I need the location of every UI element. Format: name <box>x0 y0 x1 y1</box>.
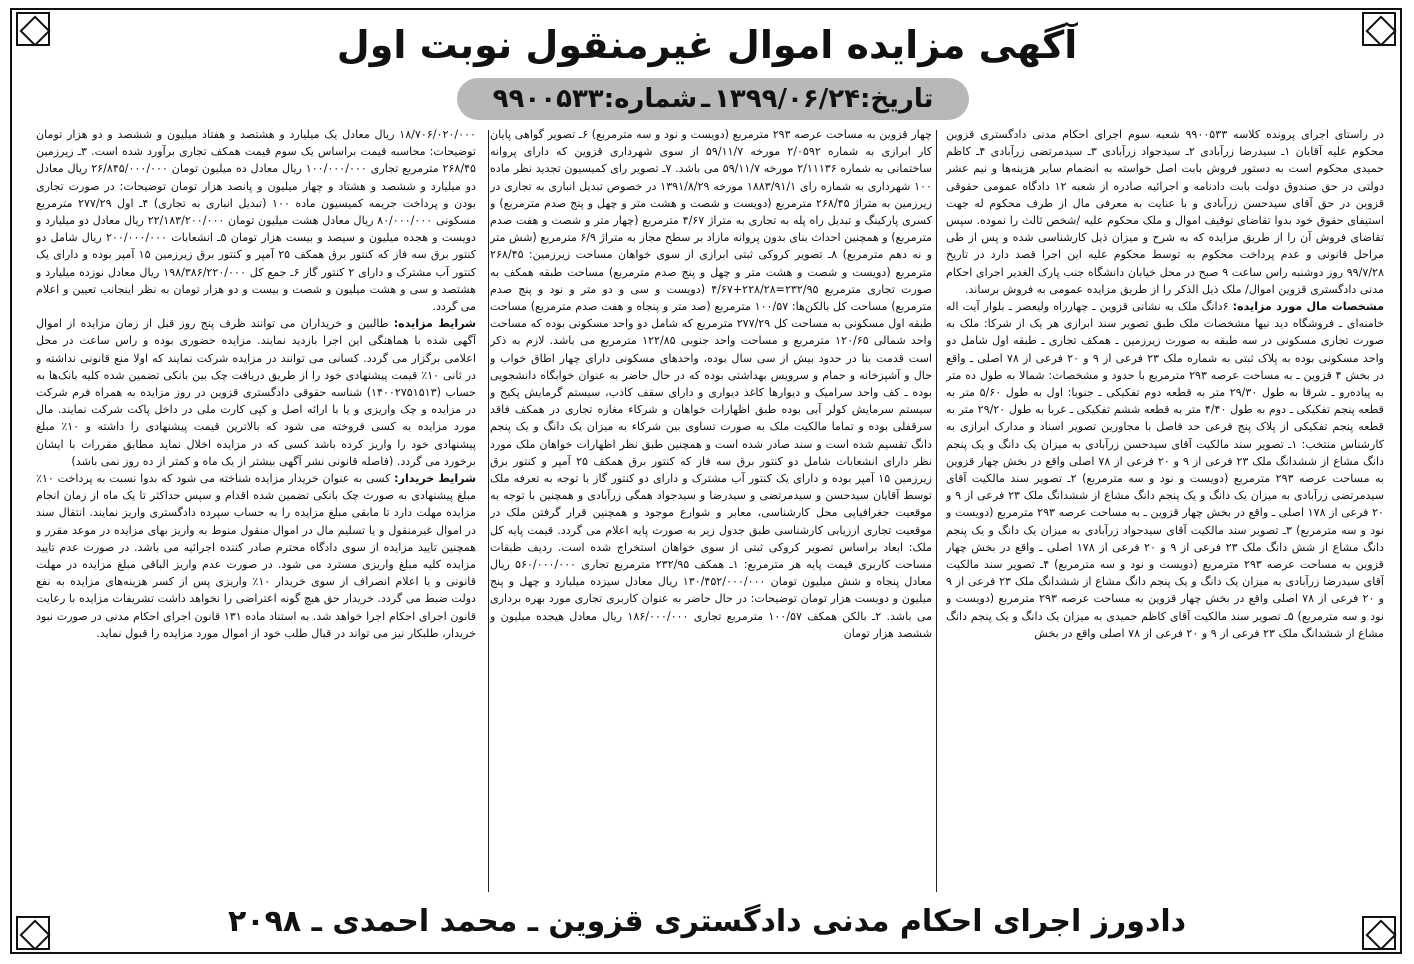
paragraph <box>36 470 476 642</box>
separator: ـ <box>701 84 711 114</box>
text-column-left <box>36 126 476 896</box>
date-value: ۱۳۹۹/۰۶/۲۴ <box>714 84 861 114</box>
paragraph <box>946 298 1384 642</box>
section-label: مشخصات مال مورد مزایده: <box>1232 300 1384 314</box>
paragraph-text: طالبین و خریداران می توانند ظرف پنج روز قبل از زمان مزایده از اموال آگهی شده با هماهنگی این اجرا بازدید نمایند. مزایده حضوری بوده و راس ساعت در محل اعلامی برگزار می گردد. کسانی می توانند در مزایده شرکت نمایند که اولا منع قانونی نداشته و در ثانی ۱۰٪ قیمت پیشنهادی خود را از طریق دریافت چک بین بانکی تضمین شده کلیه بانک‌ها به حساب (۱۴۰۰۲۷۵۱۵۱۳) شناسه حقوقی دادگستری قزوین در روز مزایده به همراه فرم شرکت در مزایده و چک واریزی و یا با ارائه اصل و کپی کارت ملی در داخل پاکت شرکت نمایند. مال مورد مزایده به کسی فروخته می شود که بالاترین قیمت پیشنهادی را داشته و ۱۰٪ مبلغ پیشنهادی خود را واریز کرده باشد کسی که در مزایده اخلال نماید مطابق مقررات با ایشان برخورد می گردد. (فاصله قانونی نشر آگهی بیشتر از یک ماه و کمتر از ده روز نمی باشد) <box>36 317 476 468</box>
number-label: شماره: <box>603 84 698 114</box>
text-column-right <box>946 126 1384 896</box>
text-column-middle <box>490 126 932 896</box>
column-divider <box>936 130 937 892</box>
paragraph: در راستای اجرای پرونده کلاسه ۹۹۰۰۵۳۳ شعبه سوم اجرای احکام مدنی دادگستری قزوین محکوم علیه آقایان ۱ـ سیدرضا زرآبادی ۲ـ سیدجواد زرآبادی ۳ـ سیدمرتضی زرآبادی ۴ـ کاظم حمیدی محکوم است به دستور فروش بابت اصل خواسته به انضمام سایر هزینه‌ها و نیم عشر دولتی در حق صندوق دولت بابت دادنامه و اجرائیه صادره از شعبه ۱۲ دادگاه عمومی حقوقی قزوین در حق آقای سیدحسن زرآبادی و با عنایت به معرفی مال از طرف محکوم له جهت استیفای حقوق خود بدوا تقاضای توقیف اموال و ملک محکوم علیه /شخص ثالث را نموده. سپس تقاضای فروش آن را از طریق مزایده که به شرح و میزان ذیل کارشناسی شده و پس از طی مراحل قانونی و عدم پرداخت محکوم به توسط محکوم علیه این اجرا قصد دارد در تاریخ ۹۹/۷/۲۸ روز دوشنبه راس ساعت ۹ صبح در محل خیابان دانشگاه جنب پارک الغدیر اجرای احکام مدنی دادگستری قزوین اموال/ ملک ذیل الذکر را از طریق مزایده عمومی به فروش برساند. <box>946 128 1384 296</box>
paragraph: چهار قزوین به مساحت عرصه ۲۹۳ مترمربع (دویست و نود و سه مترمربع) ۶ـ تصویر گواهی پایان کار ابرازی به شماره ۲/۰۵۹۲ مورخه ۵۹/۱۱/۷ از سوی شهرداری قزوین که دارای پروانه ساختمانی به شماره ۲/۱۱۱۳۶ مورخه ۵۹/۱۱/۷ می باشد. ۷ـ تصویر رای کمیسیون تجدید نظر ماده ۱۰۰ شهرداری به شماره رای ۱۸۸۳/۹۱/۱ مورخه ۱۳۹۱/۸/۲۹ در خصوص تبدیل انباری به تجاری در زیرزمین به متراژ ۲۶۸/۴۵ مترمربع (دویست و شصت و هشت متر و چهل و پنج صدم مترمربع) و کسری پارکینگ و تبدیل راه پله به تجاری به متراژ ۴/۶۷ مترمربع (چهار متر و شصت و هفت صدم مترمربع) و همچنین احداث بنای بدون پروانه مازاد بر سطح مجاز به متراژ ۶/۹ مترمربع (شش متر و نه دهم مترمربع) ۸ـ تصویر کروکی ثبتی ابرازی از سوی خواهان مساحت زیرزمین: ۲۶۸/۴۵ مترمربع (دویست و شصت و هشت متر و چهل و پنج صدم مترمربع) مساحت طبقه همکف به صورت تجاری مترمربع ۲۳۲/۹۵=۲۲۸/۲۸+۴/۶۷ (دویست و سی و دو متر و نود و پنج صدم مترمربع) مساحت کل بالکن‌ها: ۱۰۰/۵۷ مترمربع (صد متر و پنجاه و هفت صدم مترمربع) مساحت طبقه اول مسکونی به مساحت کل ۲۷۷/۲۹ مترمربع که شامل دو واحد مسکونی بوده که مساحت واحد شمالی ۱۲۰/۶۵ مترمربع و مساحت واحد جنوبی ۱۲۲/۸۵ مترمربع می باشد. لازم به ذکر است قدمت بنا در حدود بیش از سی سال بوده، واحدهای مسکونی دارای چهار اطاق خواب و حال و آشپزخانه و حمام و سرویس بهداشتی بوده که در حال حاضر به عنوان خوابگاه دانشجویی بوده ـ کف واحد سرامیک و دیوارها کاغذ دیواری و دارای سقف کاذب، سیستم گرمایش پکیج و سیستم سرمایش کولر آبی بوده طبق اظهارات خواهان و شرکاء مغازه تجاری در همکف فاقد سرقفلی بوده و تماما مالکیت ملک به صورت تساوی بین شرکاء به میزان یک دانگ و یک پنجم دانگ تقسیم شده است و سند صادر شده است و همچنین طبق نظر اظهارات خواهان ملک مورد نظر دارای انشعابات شامل دو کنتور برق سه فاز که کنتور برق همکف ۲۵ آمپر و کنتور برق زیرزمین ۱۵ آمپر بوده و دارای یک کنتور آب مشترک و دارای دو کنتور گاز با توجه به تعرفه ملک توسط آقایان سیدحسن و سیدمرتضی و سیدرضا و سیدجواد همگی زرآبادی و همچنین با توجه به موقعیت جغرافیایی محل کارشناسی، معابر و شوارع موجود و همچنین قرار گرفتن ملک در موقعیت تجاری ارزیابی کارشناسی طبق جدول زیر به صورت پایه اعلام می گردد. قیمت پایه کل ملک: ابعاد براساس تصویر کروکی ثبتی از سوی خواهان استخراج شده است. ردیف طبقات مساحت کاربری قیمت پایه هر مترمربع: ۱ـ همکف ۲۳۲/۹۵ مترمربع تجاری ۵۶۰/۰۰۰/۰۰۰ ریال معادل پنجاه و شش میلیون تومان ۱۳۰/۴۵۲/۰۰۰/۰۰۰ ریال معادل سیزده میلیارد و چهل و پنج میلیون و دویست هزار تومان توضیحات: در حال حاضر به عنوان کاربری تجاری مورد بهره برداری می باشد. ۲ـ بالکن همکف ۱۰۰/۵۷ مترمربع تجاری ۱۸۶/۰۰۰/۰۰۰ ریال معادل هیجده میلیون و ششصد هزار تومان <box>490 128 932 640</box>
section-label: شرایط مزایده: <box>393 317 476 331</box>
paragraph-text: ۶دانگ ملک به نشانی قزوین ـ چهارراه ولیعصر ـ بلوار آیت اله خامنه‌ای ـ فروشگاه دید نیها مشخصات ملک طبق تصویر سند ابرازی هر یک از شرکا: ملک به صورت تجاری مسکونی در سه طبقه به صورت زیرزمین ـ همکف تجاری ـ طبقه اول شامل دو واحد مسکونی بوده به پلاک ثبتی به شماره ملک ۲۳ فرعی از ۹ و ۲۰ فرعی از ۷۸ اصلی ـ واقع در بخش ۴ قزوین ـ به مساحت عرصه ۲۹۳ مترمربع با حدود و مشخصات: شمالا به طول ده متر به پیاده‌رو ـ شرقا به طول ۲۹/۳۰ متر به قطعه دوم تفکیکی ـ جنوبا: اول به طول ۵/۶۰ متر به قطعه پنجم تفکیکی ـ دوم به طول ۴/۴۰ متر به قطعه ششم تفکیکی ـ غربا به طول ۲۹/۲۰ متر به قطعه پنجم تفکیکی از پلاک پنج فرعی حد فاصل با مجاورین تصویر اسناد و مدارک ابرازی به کارشناس منتخب: ۱ـ تصویر سند مالکیت آقای سیدحسن زرآبادی به میزان یک دانگ و یک پنجم دانگ مشاع از ششدانگ ملک ۲۳ فرعی از ۹ و ۲۰ فرعی از ۷۸ اصلی واقع در بخش چهار قزوین به مساحت عرصه ۲۹۳ مترمربع (دویست و نود و سه مترمربع) ۲ـ تصویر سند مالکیت آقای سیدمرتضی زرآبادی به میزان یک دانگ و یک پنجم دانگ مشاع از ششدانگ ملک ۲۳ فرعی از ۹ و ۲۰ فرعی از ۱۷۸ اصلی ـ واقع در بخش چهار قزوین ـ به مساحت عرصه ۲۹۳ مترمربع (دویست و نود و سه مترمربع) ۳ـ تصویر سند مالکیت آقای سیدجواد زرآبادی به میزان یک دانگ و یک پنجم دانگ مشاع از شش دانگ ملک ۲۳ فرعی از ۹ و ۲۰ فرعی از ۱۷۸ اصلی ـ واقع در بخش چهار قزوین به مساحت عرصه ۲۹۳ مترمربع (دویست و نود و سه مترمربع) ۴ـ تصویر سند مالکیت آقای سیدرضا زرآبادی به میزان یک دانگ و یک پنجم دانگ مشاع از ششدانگ ملک ۲۳ فرعی از ۹ و ۲۰ فرعی از ۷۸ اصلی واقع در بخش چهار قزوین به مساحت عرصه ۲۹۳ مترمربع (دویست و نود و سه مترمربع) ۵ـ تصویر سند مالکیت آقای کاظم حمیدی به میزان یک دانگ و یک پنجم دانگ مشاع از ششدانگ ملک ۲۳ فرعی از ۹ و ۲۰ فرعی از ۷۸ اصلی واقع در بخش <box>946 300 1384 640</box>
section-label: شرایط خریدار: <box>394 472 476 486</box>
paragraph-text: کسی به عنوان خریدار مزایده شناخته می شود که بدوا نسبت به پرداخت ۱۰٪ مبلغ پیشنهادی به صورت چک بانکی تضمین شده اقدام و سپس حداکثر تا یک ماه از زمان انجام مزایده مهلت دارد تا مابقی مبلغ مزایده را به حساب سپرده دادگستری واریز نمایند. انتقال سند در اموال غیرمنقول و یا تسلیم مال در اموال منقول منوط به واریز بهای مزایده در موعد مقرر و همچنین تایید مزایده از سوی دادگاه محترم صادر کننده اجرائیه می باشد. در صورت عدم تایید مزایده کلیه مبلغ واریزی مسترد می شود. در صورت عدم واریز الباقی مبلغ مزایده در مهلت قانونی و یا اعلام انصراف از سوی خریدار ۱۰٪ واریزی پس از کسر هزینه‌های مزایده به نفع دولت ضبط می گردد. خریدار حق هیچ گونه اعتراضی را نخواهد داشت تشریفات مزایده با رعایت قانون اجرای احکام اجرا خواهد شد. به استناد ماده ۱۳۱ قانون اجرای احکام مدنی در صورت نبود خریدار، طلبکار نیز می تواند در قبال طلب خود از اموال مورد مزایده را قبول نماید. <box>36 472 476 640</box>
paragraph <box>36 315 476 470</box>
notice-title: آگهی مزایده اموال غیرمنقول نوبت اول <box>336 23 1078 67</box>
date-label: تاریخ: <box>860 84 934 114</box>
column-divider <box>488 130 489 892</box>
paragraph: ۱۸/۷۰۶/۰۲۰/۰۰۰ ریال معادل یک میلیارد و هشتصد و هفتاد میلیون و ششصد و دو هزار تومان توضیحات: محاسبه قیمت براساس یک سوم قیمت همکف تجاری برآورد شده است. ۳ـ زیرزمین ۲۶۸/۴۵ مترمربع تجاری ۱۰۰/۰۰۰/۰۰۰ ریال معادل ده میلیون تومان ۲۶/۸۴۵/۰۰۰/۰۰۰ ریال معادل دو میلیارد و ششصد و هشتاد و چهار میلیون و پانصد هزار تومان توضیحات: در صورت تجاری بودن و پرداخت جریمه کمیسیون ماده ۱۰۰ (تبدیل انباری به تجاری) ۴ـ اول ۲۷۷/۲۹ مترمربع مسکونی ۸۰/۰۰۰/۰۰۰ ریال معادل هشت میلیون تومان ۲۲/۱۸۳/۲۰۰/۰۰۰ ریال معادل دو میلیارد و دویست و هجده میلیون و سیصد و بیست هزار تومان ۵ـ انشعابات ۲۰۰/۰۰۰/۰۰۰ ریال شامل دو کنتور برق سه فاز که کنتور برق همکف ۲۵ آمپر و کنتور برق زیرزمین ۱۵ آمپر بوده و دارای یک کنتور آب مشترک و دارای ۲ کنتور گاز ۶ـ جمع کل ۱۹۸/۳۸۶/۲۲۰/۰۰۰ ریال معادل نوزده میلیارد و هشتصد و سی و هشت میلیون و شصت و بیست و دو هزار تومان به نظر اینجانب تعیین و اعلام می گردد. <box>36 128 476 314</box>
date-number-banner <box>457 78 969 120</box>
notice-signature: دادورز اجرای احکام مدنی دادگستری قزوین ـ محمد احمدی ـ ۲۰۹۸ <box>227 904 1187 939</box>
number-value: ۹۹۰۰۵۳۳ <box>492 84 604 114</box>
